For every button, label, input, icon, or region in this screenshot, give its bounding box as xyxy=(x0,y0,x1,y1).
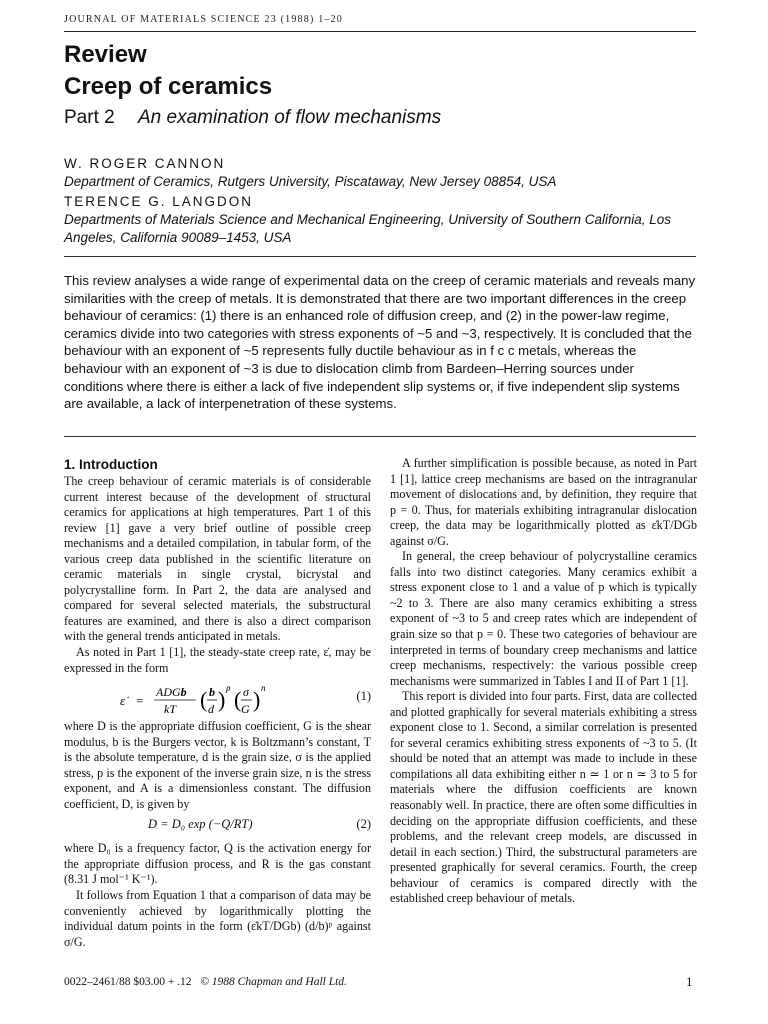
author-affiliation: Departments of Materials Science and Mechanical Engineering, University of Southern California, Los Angeles, California 90089–1453, USA xyxy=(64,212,672,245)
paragraph: The creep behaviour of ceramic materials is of considerable current interest because of the development of structural ceramics for applications at high temperatures. Part 1 of this review [1] gave a very brief outline of possible creep mechanisms and a detailed compilation, in tabular form, of the various creep data published in the scientific literature on ceramic materials in single crystal, bicrystal and polycrystalline form. In Part 2, the data are analysed and compared for several selected materials, the substructural features are examined, and there is also a direct comparison with the general trends anticipated in metals. xyxy=(64,474,371,644)
authors xyxy=(64,155,704,247)
svg-text:): ) xyxy=(218,687,226,713)
abstract: This review analyses a wide range of experimental data on the creep of ceramic materials and reveals many similarities with the creep of metals. It is demonstrated that there are two important differences in the creep behaviour of ceramics: (1) there is an enhanced role of diffusion creep, and (2) in the power-law regime, ceramics divide into two categories with stress exponents of ~5 and ~3, respectively. It is concluded that the behaviour with an exponent of ~5 represents fully ductile behaviour as in f c c metals, whereas the behaviour with an exponent of ~3 is due to dislocation climb from Bardeen–Herring sources under conditions where there is either a lack of five independent slip systems or, if five independent slip systems are available, a lack of interpenetration of these systems. xyxy=(64,273,696,412)
page-title: Creep of ceramics xyxy=(64,73,273,100)
subtitle-part: Part 2 xyxy=(64,107,115,128)
equation-1-graphic xyxy=(120,683,290,717)
subtitle xyxy=(64,105,441,131)
author-block xyxy=(64,193,704,247)
footer-copyright: © 1988 Chapman and Hall Ltd. xyxy=(200,976,347,988)
paragraph: where D₀ is a frequency factor, Q is the activation energy for the appropriate diffusion process, and R is the gas constant (8.31 J mol⁻¹ K⁻¹). xyxy=(64,841,371,887)
svg-text:b: b xyxy=(209,685,215,700)
paragraph: In general, the creep behaviour of polycrystalline ceramics falls into two distinct categories. Many ceramics exhibit a stress exponent close to 1 and a value of p which is typically ~2 to 3. There are also many ceramics exhibiting a stress exponent of ~3 to 5 and creep rates which are independent of grain size so that p = 0. These two categories of behaviour are interpreted in terms of boundary creep mechanisms and lattice creep mechanisms, respectively: the various possible creep mechanisms were summarized in Tables I and II of Part 1 [1]. xyxy=(390,549,697,688)
svg-text:(: ( xyxy=(200,687,208,713)
equation-2-number: (2) xyxy=(356,817,371,832)
paragraph: A further simplification is possible because, as noted in Part 1 [1], lattice creep mechanisms are based on the intragranular movement of dislocations and, by definition, they require that p = 0. Thus, for materials exhibiting intragranular dislocation creep, the data may be logarithmically plotted as ε̇kT/DGb against σ/G. xyxy=(390,456,697,548)
svg-text:G: G xyxy=(241,702,250,717)
equation-1-number: (1) xyxy=(356,689,371,704)
equation-2-formula: D = D₀ exp (−Q/RT) xyxy=(148,817,253,832)
svg-text:σ: σ xyxy=(243,685,249,700)
equation-1 xyxy=(64,679,371,715)
review-label: Review xyxy=(64,41,147,68)
header-rule xyxy=(64,31,696,32)
equation-1-formula xyxy=(120,683,290,722)
svg-text:(: ( xyxy=(234,687,242,713)
author-name: W. ROGER CANNON xyxy=(64,156,226,171)
paragraph: This report is divided into four parts. First, data are collected and plotted graphically for several materials exhibiting a stress exponent close to 1. Second, a similar correlation is presented for several ceramics exhibiting stress exponents of ~3 to 5. (It should be noted that an attempt was made to include in these compilations all data exhibiting either n ≃ 1 or n ≃ 3 to 5 for materials where the diffusion coefficients are known reasonably well. In practice, there are often some difficulties in deciding on the appropriate diffusion coefficients, and these problems, and the relevant creep models, are discussed in detail in each section.) Third, the substructural parameters are presented graphically for several ceramics. Fourth, the creep behaviour of ceramics is compared directly with the established creep behaviour of metals. xyxy=(390,689,697,906)
svg-text:ADGb: ADGb xyxy=(156,685,187,700)
equation-2 xyxy=(64,815,371,837)
journal-header: JOURNAL OF MATERIALS SCIENCE 23 (1988) 1–20 xyxy=(64,14,344,25)
page-number: 1 xyxy=(686,974,693,989)
author-name: TERENCE G. LANGDON xyxy=(64,194,254,209)
paragraph: As noted in Part 1 [1], the steady-state creep rate, ε̇, may be expressed in the form xyxy=(64,645,371,675)
footer-code: 0022–2461/88 $03.00 + .12 xyxy=(64,976,192,988)
svg-text:d: d xyxy=(208,702,214,717)
svg-text:): ) xyxy=(253,687,261,713)
abstract-rule-top xyxy=(64,256,696,257)
subtitle-text: An examination of flow mechanisms xyxy=(137,107,442,128)
right-column xyxy=(390,456,697,907)
paragraph: It follows from Equation 1 that a comparison of data may be conveniently achieved by logarithmically plotting the individual datum points in the form (ε̇kT/DGb) (d/b)ᵖ against σ/G. xyxy=(64,888,371,949)
author-affiliation: Department of Ceramics, Rutgers University, Piscataway, New Jersey 08854, USA xyxy=(64,174,557,189)
left-column xyxy=(64,456,371,950)
svg-text:n: n xyxy=(261,683,266,694)
abstract-rule-bottom xyxy=(64,436,696,437)
svg-text:=: = xyxy=(136,693,144,709)
svg-text:kT: kT xyxy=(164,702,176,717)
paragraph: where D is the appropriate diffusion coefficient, G is the shear modulus, b is the Burgers vector, k is Boltzmann’s constant, T is the absolute temperature, d is the grain size, σ is the applied stress, p is the exponent of the inverse grain size, n is the stress exponent, and A is a dimensionless constant. The diffusion coefficient, D, is given by xyxy=(64,719,371,811)
svg-text:ε̇: ε̇ xyxy=(120,693,126,709)
section-heading: 1. Introduction xyxy=(64,457,158,472)
author-block xyxy=(64,155,704,191)
footer-citation xyxy=(64,976,347,988)
svg-text:p: p xyxy=(226,683,231,694)
